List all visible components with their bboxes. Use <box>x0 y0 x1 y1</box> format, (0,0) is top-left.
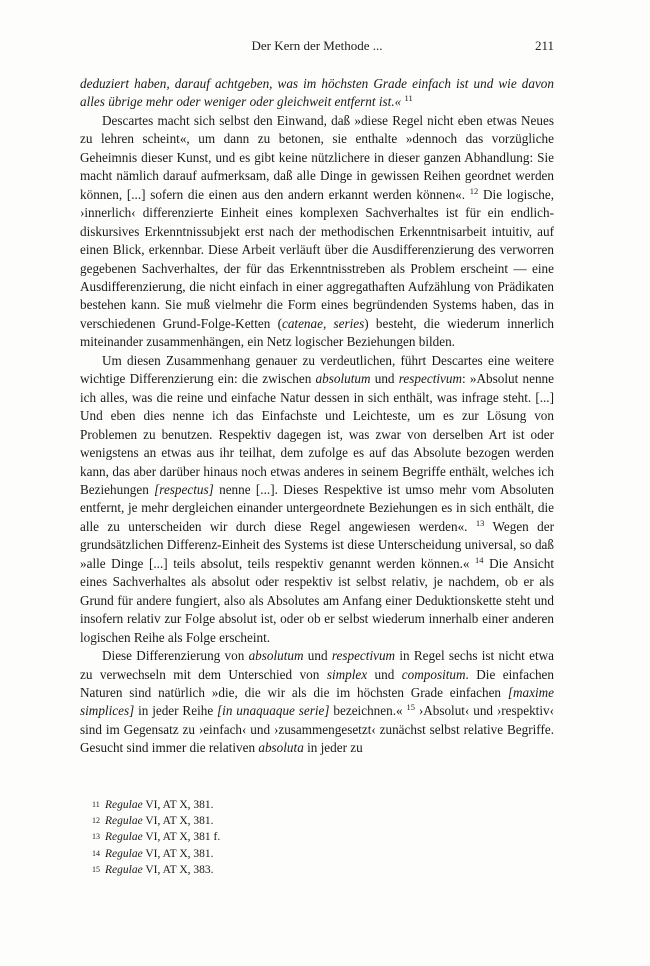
text-run: Wegen der grundsätzlichen Differenz-Einheit des Systems ist diese Unterscheidung universal, so daß »alle Dinge [...] teils absolut, teils respektiv genannt werden können.« <box>80 518 554 571</box>
footnote <box>80 862 554 878</box>
footnote-reference: VI, AT X, 381. <box>142 847 214 860</box>
page-number: 211 <box>534 38 554 53</box>
italic-text: deduziert haben, darauf achtgeben, was im höchsten Grade einfach ist und wie davon alles übrige mehr oder weniger oder gleichweit entfernt ist.« <box>80 76 554 110</box>
italic-text: absoluta <box>258 740 304 756</box>
text-run: in jeder Reihe <box>134 703 218 719</box>
footnote-ref: 11 <box>404 93 413 104</box>
text-run: nenne [...]. Dieses Respektive ist umso mehr vom Absoluten entfernt, je mehr dergleichen einander untergeordnete Beziehungen es in sich enthält, die alle zu unterscheiden wir durch diese Regel angewiesen werden«. <box>80 481 554 534</box>
footnote-number: 15 <box>92 864 100 874</box>
text-run: Die logische, ›innerlich‹ differenzierte Einheit eines komplexen Sachverhaltes ist für ein endlich-diskursives Erkenntnissubjekt erst nach der methodischen Erkenntnisarbeit intuitiv, auf einen Blick, erkennbar. Diese Arbeit verläuft über die Ausdifferenzierung des verworren gegebenen Sachverhaltes, der für das Erkenntnisstreben als Problem erscheint — eine Ausdifferenzierung, die nicht einfach in einer aggregathaften Aufzählung von Prädikaten bestehen kann. Sie muß vielmehr die Form eines begründenden Systems haben, das in verschiedenen Grund-Folge-Ketten ( <box>80 186 555 331</box>
text-run: in jeder zu <box>303 740 363 756</box>
italic-text: [in unaquaque serie] <box>217 703 330 719</box>
paragraph <box>80 352 554 647</box>
footnote-source: Regulae <box>105 815 143 828</box>
paragraph <box>80 112 554 352</box>
running-header <box>80 38 554 58</box>
text-run: Um diesen Zusammenhang genauer zu verdeutlichen, führt Descartes eine weitere wichtige Differenzierung ein: die zwischen <box>80 352 554 387</box>
footnote <box>80 797 554 813</box>
italic-text: catenae, series <box>281 315 365 331</box>
italic-text: [respectus] <box>154 481 214 497</box>
body-text <box>80 75 554 758</box>
footnote <box>80 846 554 862</box>
footnote-ref: 13 <box>475 517 485 528</box>
paragraph <box>80 75 554 112</box>
italic-text: absolutum <box>248 648 304 664</box>
footnote-ref: 14 <box>475 554 484 565</box>
text-run: Die Ansicht eines Sachverhaltes als absolut oder respektiv ist selbst relativ, je nachdem, ob er als Grund für andere fungiert, also als Absolutes am Anfang einer Deduktionskette steht und insofern relativ zur Folge absolut ist, oder ob er selbst wiederum innerhalb einer anderen logischen Reihe als Folge erscheint. <box>80 555 554 645</box>
italic-text: absolutum <box>315 371 371 387</box>
text-run: ) besteht, die wiederum innerlich miteinander zusammenhängen, ein Netz logischer Beziehungen bilden. <box>80 315 554 350</box>
text-run: und <box>367 666 402 682</box>
italic-text: simplex <box>326 666 368 682</box>
text-run: und <box>370 371 399 387</box>
paragraph <box>80 647 554 758</box>
text-run: Descartes macht sich selbst den Einwand, daß »diese Regel nicht eben etwas Neues zu lehren scheint«, um dann zu betonen, sie enthalte »dennoch das vorzügliche Geheimnis dieser Kunst, und es gibt keine nützlichere in dieser ganzen Abhandlung: Sie macht nämlich darauf aufmerksam, daß alle Dinge in gewissen Reihen geordnet werden können, [...] sofern die einen aus den andern erkannt werden können«. <box>80 112 554 202</box>
footnote-number: 14 <box>92 848 100 858</box>
footnote-number: 12 <box>92 816 100 826</box>
text-run: : »Absolut nenne ich alles, was die reine und einfache Natur dessen in sich enthält, was infrage steht. [...] Und eben dies nenne ich das Einfachste und Leichteste, um es zur Lösung von Problemen zu benutzen. Respektiv dagegen ist, was zwar von derselben Art ist oder wenigstens an etwas aus ihr teilhat, dem zufolge es auf das Absolute bezogen werden kann, das aber darüber hinaus noch etwas anderes in seinem Begriffe enthält, welches ich Beziehungen <box>80 371 554 497</box>
footnote-number: 13 <box>92 832 100 842</box>
footnote-reference: VI, AT X, 381. <box>142 815 214 828</box>
footnote-source: Regulae <box>105 847 143 860</box>
footnote-reference: VI, AT X, 381 f. <box>142 831 221 844</box>
italic-text: respectivum <box>331 648 396 664</box>
footnote-source: Regulae <box>105 799 143 811</box>
footnote-reference: VI, AT X, 383. <box>142 863 214 876</box>
text-run: bezeichnen.« <box>329 703 407 719</box>
footnote-ref: 15 <box>406 702 415 713</box>
italic-text: respectivum <box>398 371 462 387</box>
footnote-source: Regulae <box>105 831 143 844</box>
text-run: und <box>303 648 332 664</box>
italic-text: compositum <box>401 666 466 682</box>
text-run: ›Absolut‹ und ›respektiv‹ sind im Gegensatz zu ›einfach‹ und ›zusammengesetzt‹ zunächst selbst relative Begriffe. Gesucht sind immer die relativen <box>80 703 554 756</box>
footnotes <box>80 797 554 878</box>
text-run: . Die einfachen Naturen sind natürlich »die, die wir als die im höchsten Grade einfachen <box>80 666 555 700</box>
running-title: Der Kern der Methode ... <box>251 38 383 53</box>
text-run: in Regel sechs ist nicht etwa zu verwechseln mit dem Unterschied von <box>80 648 555 682</box>
footnote <box>80 829 554 845</box>
footnote-number: 11 <box>92 800 100 809</box>
footnote-source: Regulae <box>105 863 143 876</box>
footnote-ref: 12 <box>469 185 479 196</box>
footnote-reference: VI, AT X, 381. <box>142 799 214 811</box>
text-run: Diese Differenzierung von <box>102 648 249 664</box>
footnote <box>80 813 554 829</box>
italic-text: [maxime simplices] <box>80 684 554 719</box>
